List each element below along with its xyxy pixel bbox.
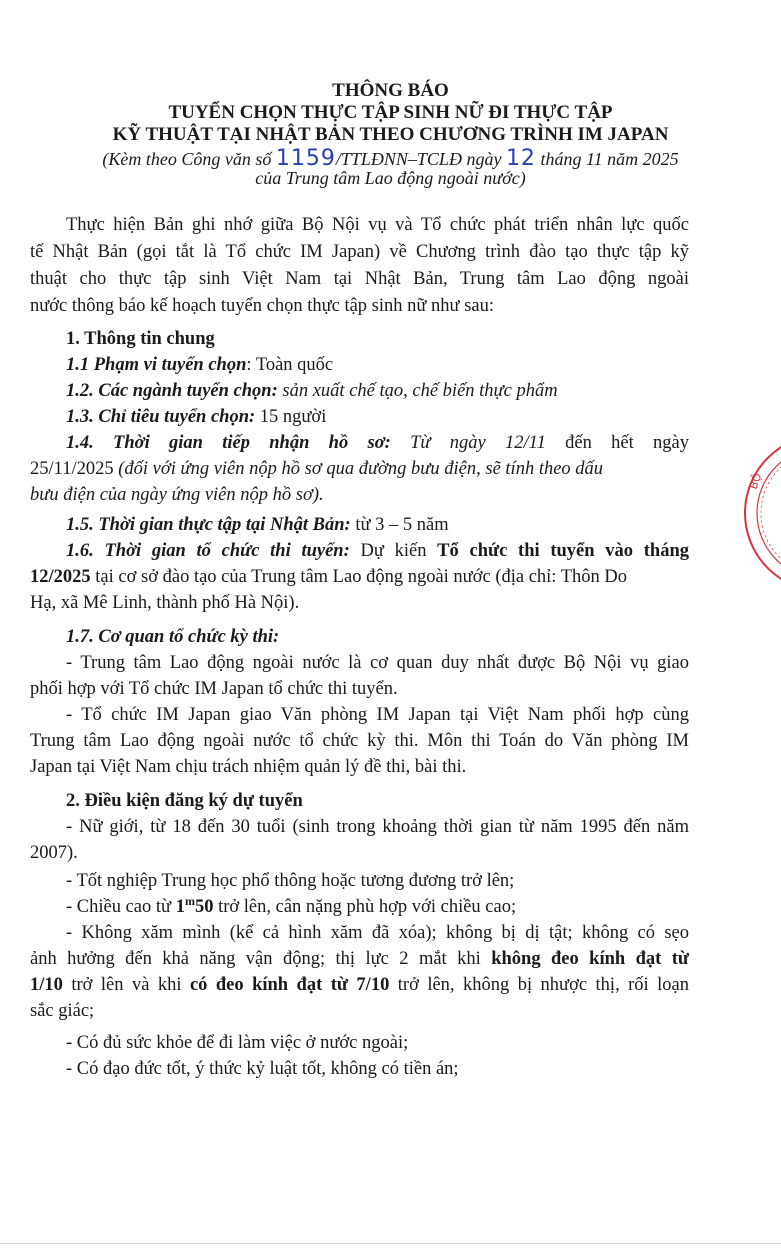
item-value: Từ ngày 12/11: [390, 433, 546, 453]
organizer-para2: - Tổ chức IM Japan giao Văn phòng IM Japan tại Việt Nam phối hợp cùng: [66, 705, 689, 725]
doc-title: THÔNG BÁO: [332, 80, 449, 101]
item-value: sản xuất chế tạo, chế biến thực phẩm: [277, 381, 558, 401]
condition-health: - Không xăm mình (kể cả hình xăm đã xóa); không bị dị tật; không có sẹo: [66, 923, 689, 943]
item-exam-time: [66, 538, 689, 564]
condition-text: 1/10: [30, 975, 63, 995]
item-quota: [66, 404, 326, 430]
condition-health: [30, 972, 689, 998]
item-value: đến hết ngày: [545, 433, 689, 453]
red-seal-stamp-icon: [738, 428, 781, 598]
handwritten-day: 12: [505, 146, 536, 171]
section-2-heading: 2. Điều kiện đăng ký dự tuyển: [66, 791, 303, 811]
item-receive-time: [66, 430, 689, 456]
condition-text: 1: [175, 897, 185, 917]
item-label: 1.6. Thời gian tổ chức thi tuyển:: [66, 541, 350, 561]
condition-text: ảnh hưởng đến khả năng vận động; thị lực 2 mắt khi: [30, 949, 492, 969]
item-fields: [66, 378, 558, 404]
condition-health: sắc giác;: [30, 1001, 95, 1021]
handwritten-doc-number: 1159: [275, 146, 336, 171]
item-receive-time-line2: [30, 456, 603, 482]
condition-height: [66, 894, 516, 920]
doc-reference-line2: của Trung tâm Lao động ngoài nước): [255, 168, 526, 188]
item-label: 1.3. Chỉ tiêu tuyển chọn:: [66, 407, 256, 427]
item-value: Dự kiến: [349, 541, 438, 561]
item-value: 12/2025: [30, 567, 91, 587]
item-organizer-label: 1.7. Cơ quan tổ chức kỳ thi:: [66, 627, 280, 647]
organizer-para1: - Trung tâm Lao động ngoài nước là cơ quan duy nhất được Bộ Nội vụ giao: [66, 653, 689, 673]
condition-age: - Nữ giới, từ 18 đến 30 tuổi (sinh trong khoảng thời gian từ năm 1995 đến năm: [66, 817, 689, 837]
ref-middle: /TTLĐNN–TCLĐ ngày: [335, 149, 502, 169]
item-value: từ 3 – 5 năm: [350, 515, 449, 535]
section-1-heading: 1. Thông tin chung: [66, 329, 215, 349]
intro-line: Thực hiện Bản ghi nhớ giữa Bộ Nội vụ và Tổ chức phát triển nhân lực quốc: [66, 215, 689, 235]
item-value: : Toàn quốc: [246, 355, 334, 375]
item-value: (đối với ứng viên nộp hồ sơ qua đường bưu điện, sẽ tính theo dấu: [113, 459, 604, 479]
item-label: 1.1 Phạm vi tuyển chọn: [66, 355, 247, 375]
item-label: 1.2. Các ngành tuyển chọn:: [66, 381, 278, 401]
condition-text: m: [184, 893, 195, 908]
item-label: 1.5. Thời gian thực tập tại Nhật Bản:: [66, 515, 351, 535]
organizer-para1: phối hợp với Tổ chức IM Japan tổ chức thi tuyển.: [30, 679, 398, 699]
condition-text: trở lên, cân nặng phù hợp với chiều cao;: [213, 897, 517, 917]
doc-subtitle-line2: KỸ THUẬT TẠI NHẬT BẢN THEO CHƯƠNG TRÌNH IM JAPAN: [112, 124, 669, 145]
ref-prefix: (Kèm theo Công văn số: [102, 149, 272, 169]
condition-moral: - Có đạo đức tốt, ý thức kỷ luật tốt, không có tiền án;: [66, 1059, 459, 1079]
condition-text: 50: [194, 897, 214, 917]
condition-education: - Tốt nghiệp Trung học phổ thông hoặc tương đương trở lên;: [66, 871, 515, 891]
item-exam-time-line3: Hạ, xã Mê Linh, thành phố Hà Nội).: [30, 593, 300, 613]
organizer-para2: Japan tại Việt Nam chịu trách nhiệm quản lý đề thi, bài thi.: [30, 757, 467, 777]
doc-subtitle-line1: TUYỂN CHỌN THỰC TẬP SINH NỮ ĐI THỰC TẬP: [168, 102, 613, 123]
item-receive-time-line3: bưu điện của ngày ứng viên nộp hồ sơ).: [30, 485, 324, 505]
scan-edge-divider: [0, 1243, 781, 1244]
item-exam-time-line2: [30, 564, 627, 590]
item-duration: [66, 512, 449, 538]
condition-text: trở lên và khi: [62, 975, 190, 995]
condition-fitness: - Có đủ sức khỏe để đi làm việc ở nước ngoài;: [66, 1033, 409, 1053]
condition-text: có đeo kính đạt từ 7/10: [189, 975, 390, 995]
condition-text: trở lên, không bị nhược thị, rối loạn: [389, 975, 690, 995]
item-scope: [66, 352, 333, 378]
condition-health: [30, 946, 689, 972]
intro-line: nước thông báo kế hoạch tuyển chọn thực tập sinh nữ như sau:: [30, 296, 494, 316]
item-value: 25/11/2025: [30, 459, 114, 479]
organizer-para2: Trung tâm Lao động ngoài nước tổ chức kỳ thi. Môn thi Toán do Văn phòng IM: [30, 731, 689, 751]
condition-text: - Chiều cao từ: [66, 897, 176, 917]
condition-age: 2007).: [30, 843, 78, 863]
intro-line: thuật cho thực tập sinh Việt Nam tại Nhật Bản, Trung tâm Lao động ngoài: [30, 269, 689, 289]
item-label: 1.4. Thời gian tiếp nhận hồ sơ:: [66, 433, 391, 453]
item-value: Tổ chức thi tuyển vào tháng: [437, 541, 689, 561]
intro-line: tế Nhật Bản (gọi tắt là Tổ chức IM Japan) về Chương trình đào tạo thực tập kỹ: [30, 242, 689, 262]
condition-text: không đeo kính đạt từ: [491, 949, 690, 969]
ref-suffix: tháng 11 năm 2025: [540, 149, 679, 169]
item-value: tại cơ sở đào tạo của Trung tâm Lao động ngoài nước (địa chỉ: Thôn Do: [90, 567, 628, 587]
svg-text:BỘ: BỘ: [746, 471, 765, 492]
item-value: 15 người: [255, 407, 327, 427]
